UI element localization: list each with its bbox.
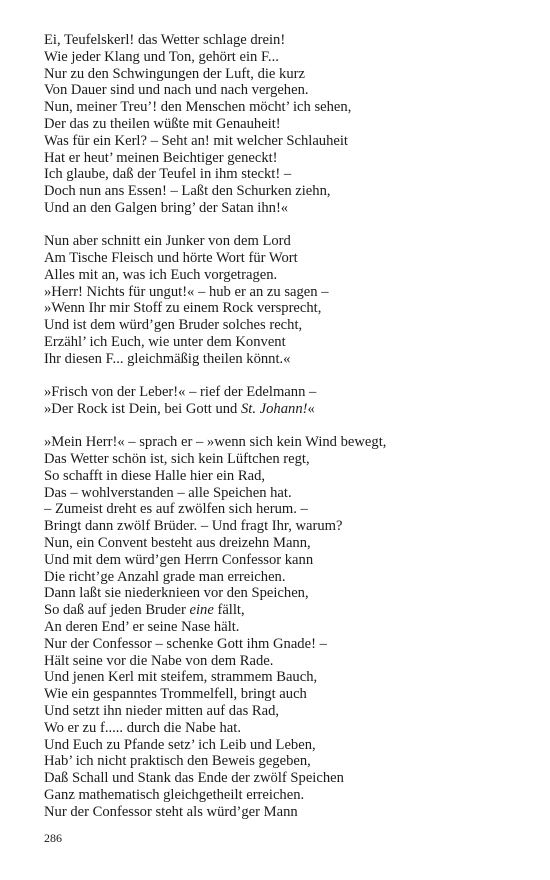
verse-line: Und setzt ihn nieder mitten auf das Rad, [44,702,280,719]
verse-line: Alles mit an, was ich Euch vorgetragen. [44,266,278,283]
verse-line: Und mit dem würd’gen Herrn Confessor kann [44,551,314,568]
verse-line: Hab’ ich nicht praktisch den Beweis gegeben, [44,753,311,770]
verse-line-part: fällt, [213,602,245,619]
verse-line: Nun aber schnitt ein Junker von dem Lord [44,233,291,250]
verse-line-italic: St. Johann! [241,400,308,417]
verse-line: »Frisch von der Leber!« – rief der Edelmann – [44,384,317,401]
verse-line: Wie ein gespanntes Trommelfell, bringt auch [44,686,307,703]
verse-line: Dann laßt sie niederknieen vor den Speichen, [44,585,309,602]
verse-line: Nur zu den Schwingungen der Luft, die kurz [44,65,305,82]
verse-line: Daß Schall und Stank das Ende der zwölf Speichen [44,770,344,787]
verse-line: Wo er zu f..... durch die Nabe hat. [44,719,241,736]
verse-line: Hat er heut’ meinen Beichtiger geneckt! [44,149,278,166]
verse-line: Und ist dem würd’gen Bruder solches recht, [44,317,303,334]
verse-line: Die richt’ge Anzahl grade man erreichen. [44,568,286,585]
verse-line: »Mein Herr!« – sprach er – »wenn sich kein Wind bewegt, [44,434,387,451]
verse-line: Von Dauer sind und nach und nach vergehen. [44,82,309,99]
verse-line: Das – wohlverstanden – alle Speichen hat. [44,484,292,501]
verse-line: Wie jeder Klang und Ton, gehört ein F... [44,48,279,65]
verse-line: »Wenn Ihr mir Stoff zu einem Rock versprecht, [44,300,322,317]
verse-line: Der das zu theilen wüßte mit Genauheit! [44,115,281,132]
verse-line: Das Wetter schön ist, sich kein Lüftchen regt, [44,451,310,468]
verse-line: Bringt dann zwölf Brüder. – Und fragt Ihr, warum? [44,518,343,535]
verse-line: Am Tische Fleisch und hörte Wort für Wort [44,250,298,267]
page-number: 286 [44,831,62,845]
verse-line: Und jenen Kerl mit steifem, strammem Bauch, [44,669,318,686]
verse-line: Und an den Galgen bring’ der Satan ihn!« [44,199,289,216]
verse-line: Nur der Confessor steht als würd’ger Mann [44,803,298,820]
verse-line: Ihr diesen F... gleichmäßig theilen könnt.« [44,350,291,367]
verse-line: Hält seine vor die Nabe von dem Rade. [44,652,274,669]
verse-line: Was für ein Kerl? – Seht an! mit welcher Schlauheit [44,132,348,149]
verse-line: So schafft in diese Halle hier ein Rad, [44,467,266,484]
verse-line: Ei, Teufelskerl! das Wetter schlage drein! [44,32,286,48]
verse-line: Erzähl’ ich Euch, wie unter dem Konvent [44,334,286,351]
verse-line: – Zumeist dreht es auf zwölfen sich herum. – [44,501,308,518]
stanza [44,233,524,367]
verse-line-part: »Der Rock ist Dein, bei Gott und [44,400,241,417]
verse-line: Ich glaube, daß der Teufel in ihm steckt! – [44,166,292,183]
verse-line: »Herr! Nichts für ungut!« – hub er an zu sagen – [44,283,329,300]
stanza [44,384,524,418]
verse-line: An deren End’ er seine Nase hält. [44,619,240,635]
verse-line: Ganz mathematisch gleichgetheilt erreichen. [44,786,305,803]
verse-line: Nun, ein Convent besteht aus dreizehn Mann, [44,535,311,552]
verse-line: Doch nun ans Essen! – Laßt den Schurken ziehn, [44,183,331,200]
poem-text [44,32,524,837]
verse-line-part: So daß auf jeden Bruder [44,602,190,619]
verse-line-part: « [307,400,315,417]
verse-line: Und Euch zu Pfande setz’ ich Leib und Leben, [44,736,316,753]
verse-line [44,602,524,619]
verse-line-italic: eine [189,602,214,619]
stanza [44,434,524,820]
stanza [44,32,524,217]
verse-line: Nun, meiner Treu’! den Menschen möcht’ ich sehen, [44,99,352,116]
verse-line: Nur der Confessor – schenke Gott ihm Gnade! – [44,635,327,652]
verse-line [44,401,524,418]
